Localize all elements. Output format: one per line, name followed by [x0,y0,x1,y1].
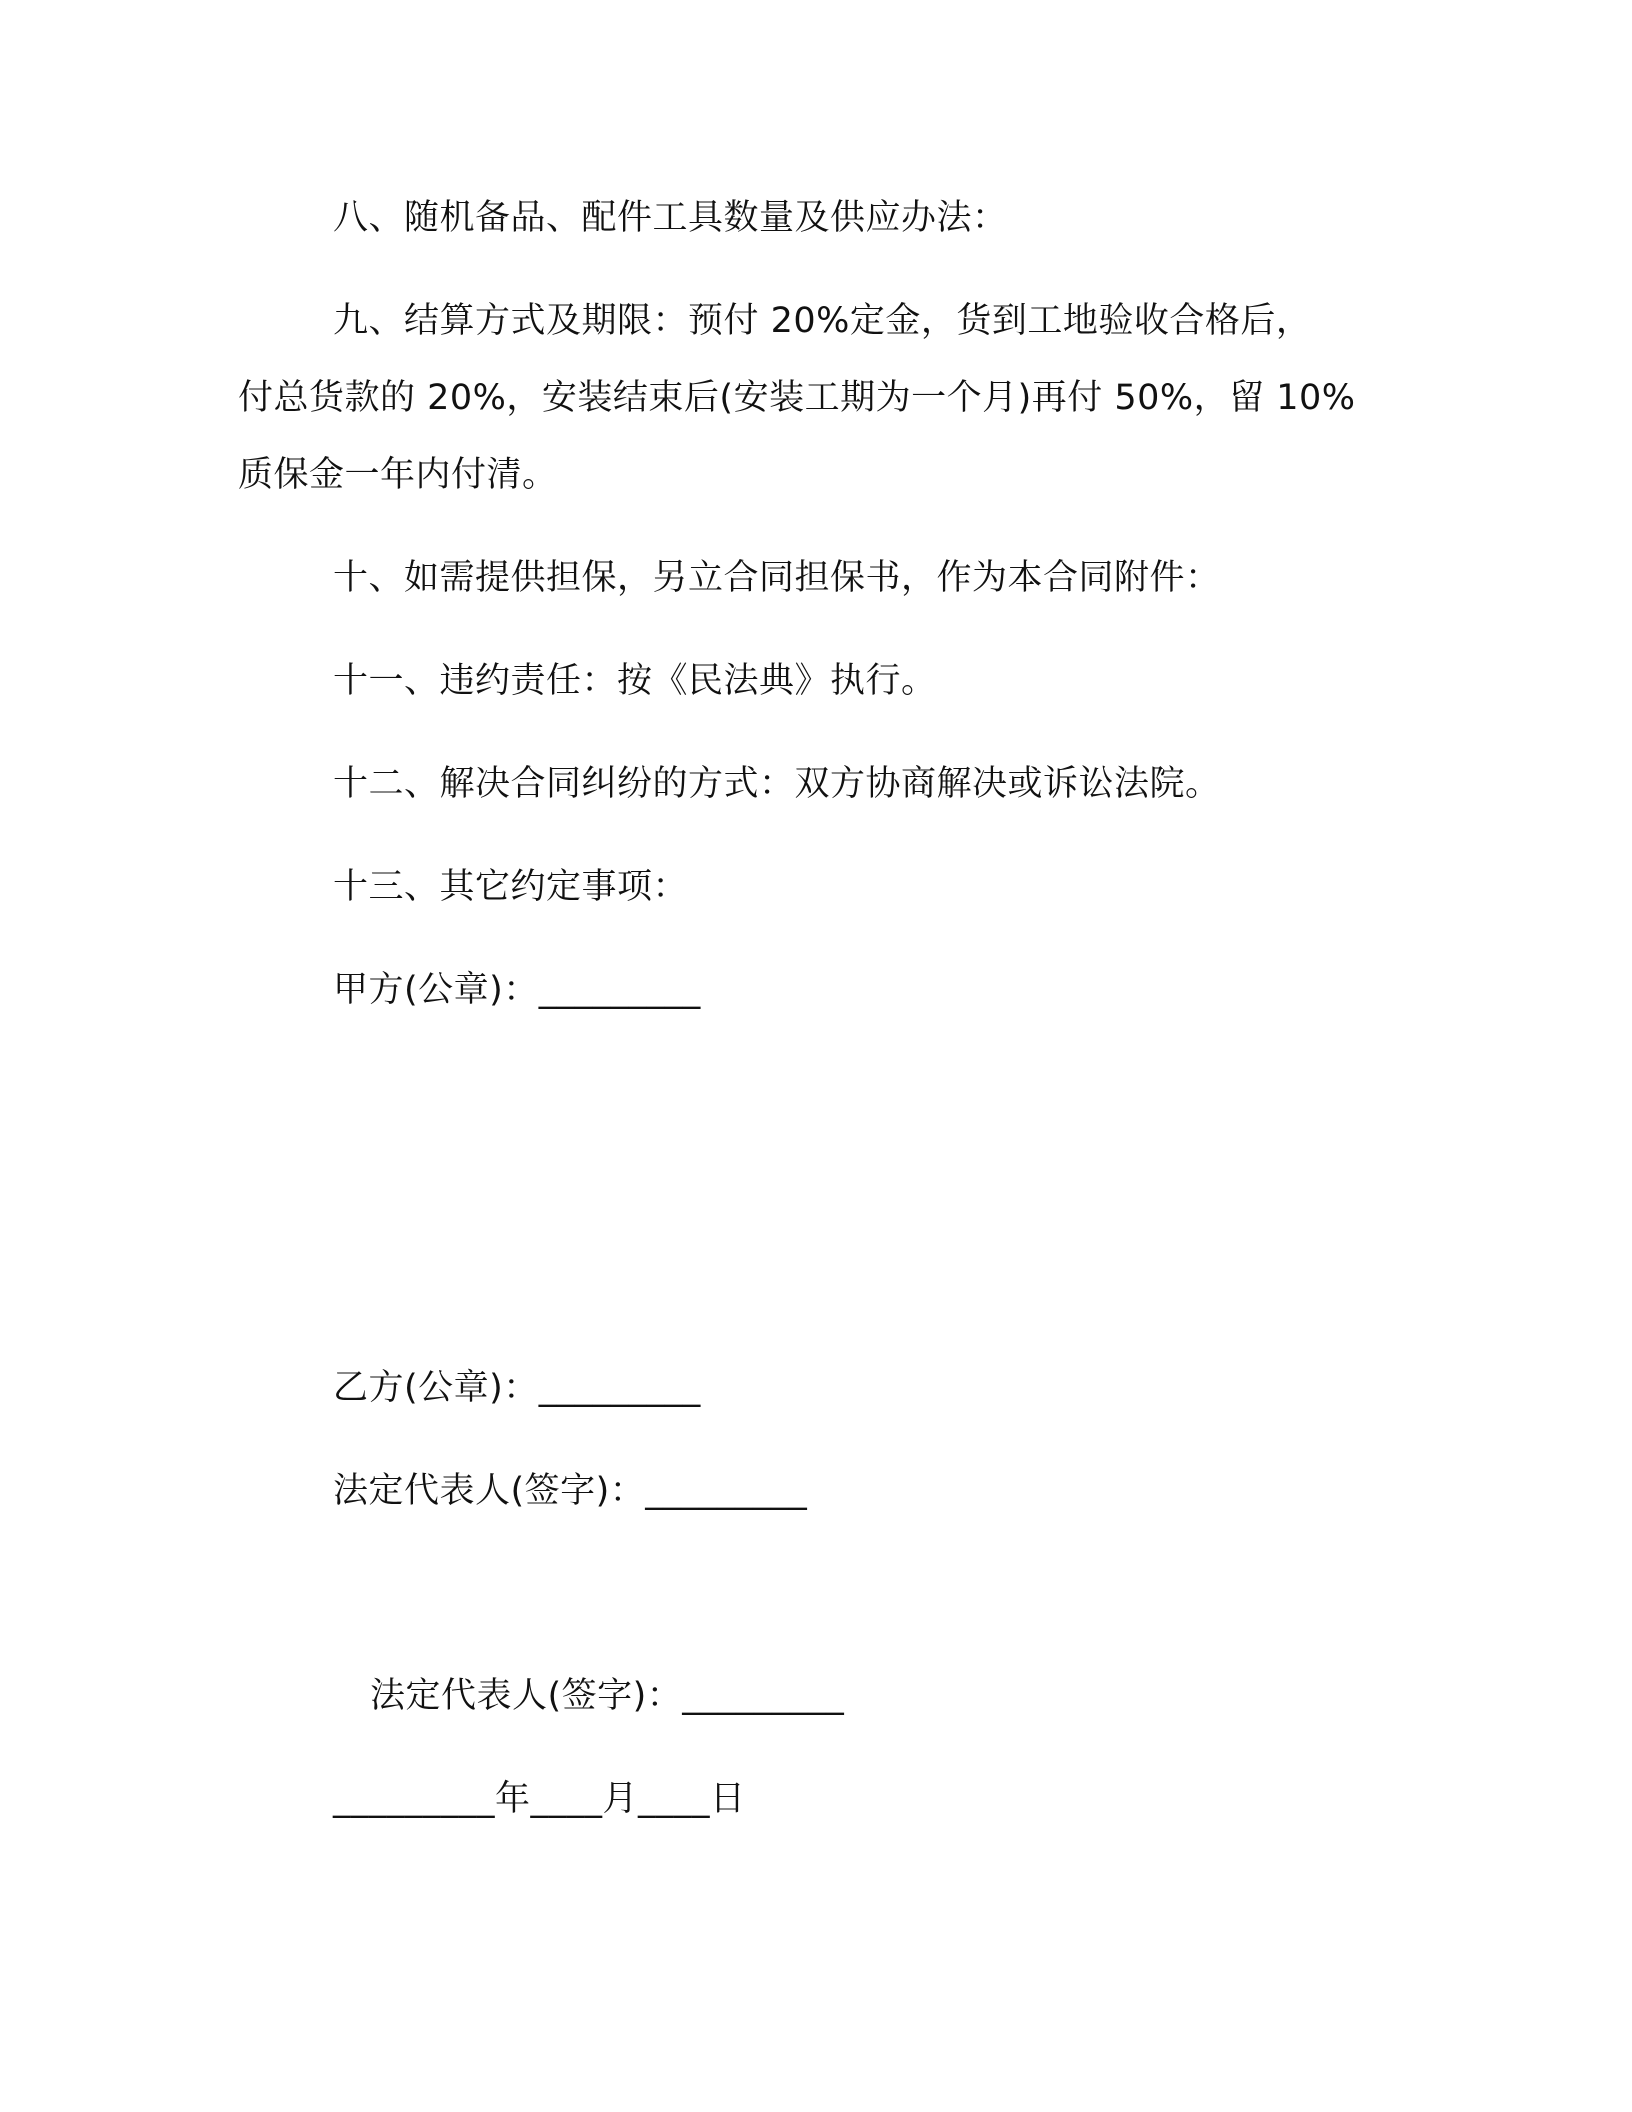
clause-11: 十一、违约责任：按《民法典》执行。 [333,661,937,701]
clause-12: 十二、解决合同纠纷的方式：双方协商解决或诉讼法院。 [333,764,1221,804]
clause-10: 十、如需提供担保，另立合同担保书，作为本合同附件： [333,558,1221,598]
clause-9-line-3: 质保金一年内付清。 [238,455,558,495]
date-line: _________年____月____日 [333,1779,746,1819]
party-b-seal-line: 乙方(公章)：_________ [333,1368,701,1408]
clause-13: 十三、其它约定事项： [333,867,689,907]
legal-representative-signature-line-2: 法定代表人(签字)：_________ [370,1676,845,1716]
clause-9-line-1: 九、结算方式及期限：预付 20%定金，货到工地验收合格后， [333,301,1312,341]
clause-8: 八、随机备品、配件工具数量及供应办法： [333,198,1008,238]
clause-9-line-2: 付总货款的 20%，安装结束后(安装工期为一个月)再付 50%，留 10% [238,378,1356,418]
party-a-seal-line: 甲方(公章)：_________ [333,970,701,1010]
legal-representative-signature-line-1: 法定代表人(签字)：_________ [333,1471,808,1511]
